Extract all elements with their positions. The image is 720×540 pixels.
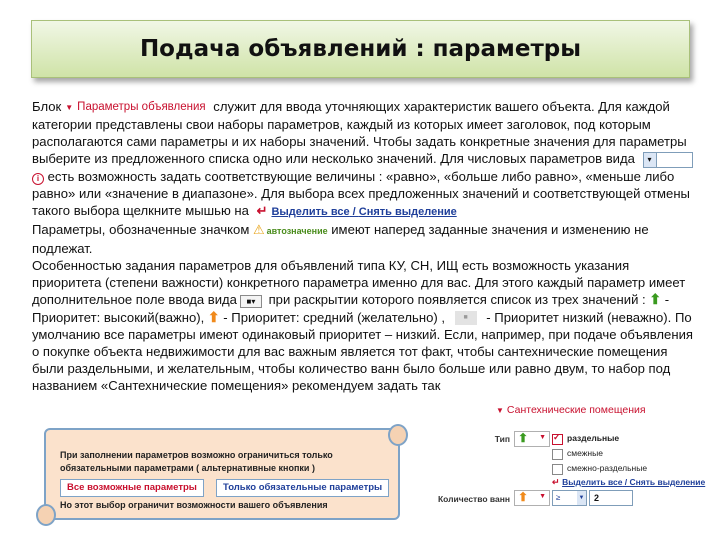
priority-low-icon: ■ <box>455 311 477 325</box>
triangle-down-icon: ▼ <box>496 406 504 415</box>
page-title: Подача объявлений : параметры <box>139 36 582 62</box>
selection-links <box>552 477 705 488</box>
scroll-line: обязательными параметрами ( альтернативные кнопки ) <box>60 463 315 473</box>
scroll-curl <box>36 504 56 526</box>
link-separator: / <box>622 477 630 487</box>
text-segment: при раскрытии которого появляется список из трех значений : <box>264 292 646 308</box>
type-priority-select[interactable] <box>514 431 550 447</box>
scroll-curl <box>388 424 408 446</box>
chevron-down-icon: ▾ <box>644 153 657 167</box>
bath-priority-select[interactable] <box>514 490 550 506</box>
text-segment: Параметры, обозначенные значком <box>32 222 250 238</box>
priority-select-sample[interactable]: ■▾ <box>240 295 262 308</box>
params-block-label-text: Параметры объявления <box>77 101 206 113</box>
panel-header[interactable] <box>496 404 646 416</box>
link-separator: / <box>349 206 359 219</box>
panel-header-text: Сантехнические помещения <box>506 404 646 416</box>
option-label: раздельные <box>567 433 620 443</box>
scroll-line: Но этот выбор ограничит возможности вашего объявления <box>60 500 328 510</box>
title-banner <box>31 20 690 78</box>
bath-count-input[interactable]: 2 <box>589 490 633 506</box>
chevron-down-icon: ▼ <box>539 493 546 500</box>
info-scroll <box>44 428 400 520</box>
return-arrow-icon: ↵ <box>256 203 268 219</box>
paragraph-priority <box>32 257 698 394</box>
checkbox-option[interactable] <box>552 434 563 445</box>
paragraph-auto-values <box>32 221 698 257</box>
required-params-button[interactable]: Только обязательные параметры <box>216 479 389 497</box>
deselect-link[interactable]: Снять выделение <box>629 477 706 487</box>
text-segment: Блок <box>32 99 62 114</box>
chevron-down-icon: ▼ <box>539 434 546 441</box>
numeric-param-select[interactable] <box>643 152 693 168</box>
deselect-link[interactable]: Снять выделение <box>358 206 457 219</box>
option-label: смежные <box>567 448 603 458</box>
all-params-button[interactable]: Все возможные параметры <box>60 479 204 497</box>
example-panel <box>430 398 720 540</box>
priority-high-icon: ⬆ <box>649 291 662 308</box>
triangle-down-icon: ▼ <box>65 103 74 112</box>
text-segment: служит для ввода уточняющих характеристик вашего объекта. Для каждой категории представлены свои наборы параметров, каждый из которых имеет заголовок, под которым располагаются сами параметры и их наборы значений. Чтобы задать конкретные значения для параметры выберите из предложенного списка одно или несколько значений. Для числовых параметров вида <box>32 99 687 167</box>
warning-icon: ⚠ <box>252 222 265 238</box>
priority-high-icon: ⬆ <box>518 431 529 445</box>
text-segment: - Приоритет: средний (желательно) , <box>219 309 446 325</box>
text-segment: Особенностью задания параметров для объявлений типа КУ, СН, ИЩ есть возможность указания приоритета (степени важности) конкретного параметра именно для вас. Для этого каждый параметр имеет дополнительное поле ввода вида <box>32 258 686 308</box>
auto-value-label: автозначение <box>266 226 328 237</box>
params-block-label[interactable] <box>65 99 205 116</box>
return-arrow-icon: ↵ <box>552 477 560 487</box>
scroll-line: При заполнении параметров возможно ограничиться только <box>60 450 333 460</box>
paragraph-params-block <box>32 98 698 221</box>
operator-value: ≥ <box>556 493 561 502</box>
select-all-link[interactable]: Выделить все <box>271 206 350 219</box>
bath-count-label: Количество ванн <box>437 494 510 504</box>
text-segment: - Приоритет: высокий(важно), <box>32 292 670 325</box>
operator-select[interactable] <box>552 490 587 506</box>
text-segment: имеют наперед заданные значения и изменению не подлежат. <box>32 222 649 257</box>
priority-mid-icon: ⬆ <box>207 308 220 325</box>
select-all-link[interactable]: Выделить все <box>562 477 623 487</box>
info-icon[interactable]: i <box>32 173 44 185</box>
checkbox-option[interactable] <box>552 449 563 460</box>
text-segment: есть возможность задать соответствующие величины : «равно», «больше либо равно», <box>44 168 582 184</box>
checkbox-option[interactable] <box>552 464 563 475</box>
option-label: смежно-раздельные <box>567 463 648 473</box>
text-segment: «меньше либо равно» или «значение в диапазоне». Для выбора всех предложенных значений и соответствующей отмены такого выбора щелкните мышью на <box>32 168 690 219</box>
priority-mid-icon: ⬆ <box>518 490 529 504</box>
chevron-down-icon: ▼ <box>577 491 586 505</box>
text-segment: - Приоритет низкий (неважно). По умолчанию все параметры имеют одинаковый приоритет – низкий. Если, например, при подаче объявления о покупке объекта недвижимости для вас важным является тот факт, чтобы сантехнические помещения были раздельными, и желательным, чтобы количество ванн было больше или равно двум, то набор под названием «Сантехнические помещения» рекомендуем задать так <box>32 309 693 393</box>
instructions-text <box>32 98 698 394</box>
type-label: Тип <box>494 434 510 444</box>
